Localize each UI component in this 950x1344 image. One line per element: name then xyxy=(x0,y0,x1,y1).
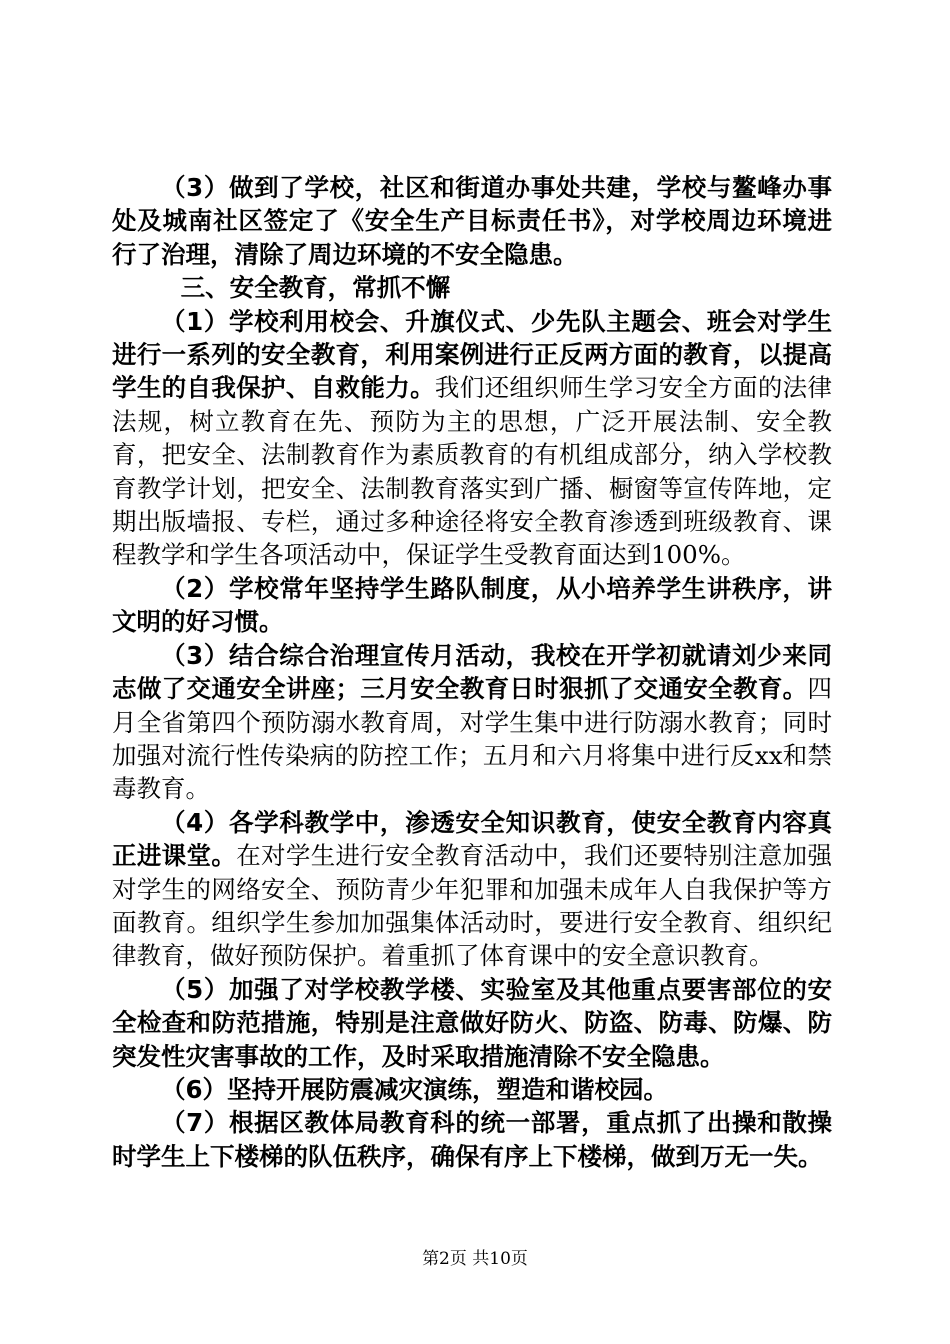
paragraph-bold-text: （3）结合综合治理宣传月活动，我校在开学初就请刘少来同志做了交通安全讲座；三月安全教育日时狠抓了交通安全教育。 xyxy=(112,640,832,704)
paragraph-regular-text: 四月全省第四个预防溺水教育周，对学生集中进行防溺水教育；同时加强对流行性传染病的防控工作；五月和六月将集中进行反xx和禁毒教育。 xyxy=(112,674,832,804)
document-body xyxy=(112,172,832,1174)
paragraph-item-3 xyxy=(112,640,832,807)
paragraph-item-1 xyxy=(112,306,832,573)
section-heading-safety-education xyxy=(112,272,832,305)
paragraph-bold-text: （6）坚持开展防震减灾演练，塑造和谐校园。 xyxy=(161,1074,669,1104)
page-footer: 第2页 共10页 xyxy=(422,1249,528,1269)
paragraph-item-4 xyxy=(112,807,832,974)
paragraph-item-2 xyxy=(112,573,832,640)
paragraph-item-5 xyxy=(112,974,832,1074)
paragraph-item-7 xyxy=(112,1107,832,1174)
paragraph-bold-text: （4）各学科教学中，渗透安全知识教育，使安全教育内容真正进课堂。 xyxy=(112,807,832,871)
paragraph-community-cooperation xyxy=(112,172,832,272)
paragraph-regular-text: 在对学生进行安全教育活动中，我们还要特别注意加强对学生的网络安全、预防青少年犯罪和加强未成年人自我保护等方面教育。组织学生参加加强集体活动时，要进行安全教育、组织纪律教育，做好预防保护。着重抓了体育课中的安全意识教育。 xyxy=(112,841,833,971)
section-heading-text: 三、安全教育，常抓不懈 xyxy=(180,273,451,303)
paragraph-bold-text: （5）加强了对学校教学楼、实验室及其他重点要害部位的安全检查和防范措施，特别是注意做好防火、防盗、防毒、防爆、防突发性灾害事故的工作，及时采取措施清除不安全隐患。 xyxy=(112,974,832,1071)
paragraph-bold-text: （7）根据区教体局教育科的统一部署，重点抓了出操和散操时学生上下楼梯的队伍秩序，确保有序上下楼梯，做到万无一失。 xyxy=(112,1108,832,1171)
paragraph-bold-text: （1）学校利用校会、升旗仪式、少先队主题会、班会对学生进行一系列的安全教育，利用案例进行正反两方面的教育，以提高学生的自我保护、自救能力。 xyxy=(112,306,832,403)
paragraph-bold-text: （3）做到了学校，社区和街道办事处共建，学校与鳌峰办事处及城南社区签定了《安全生产目标责任书》，对学校周边环境进行了治理，清除了周边环境的不安全隐患。 xyxy=(112,173,832,269)
paragraph-regular-text: 我们还组织师生学习安全方面的法律法规，树立教育在先、预防为主的思想，广泛开展法制、安全教育，把安全、法制教育作为素质教育的有机组成部分，纳入学校教育教学计划，把安全、法制教育落实到广播、橱窗等宣传阵地，定期出版墙报、专栏，通过多种途径将安全教育渗透到班级教育、课程教学和学生各项活动中，保证学生受教育面达到100%。 xyxy=(112,373,833,570)
paragraph-bold-text: （2）学校常年坚持学生路队制度，从小培养学生讲秩序，讲文明的好习惯。 xyxy=(112,573,832,637)
paragraph-item-6 xyxy=(112,1074,832,1107)
